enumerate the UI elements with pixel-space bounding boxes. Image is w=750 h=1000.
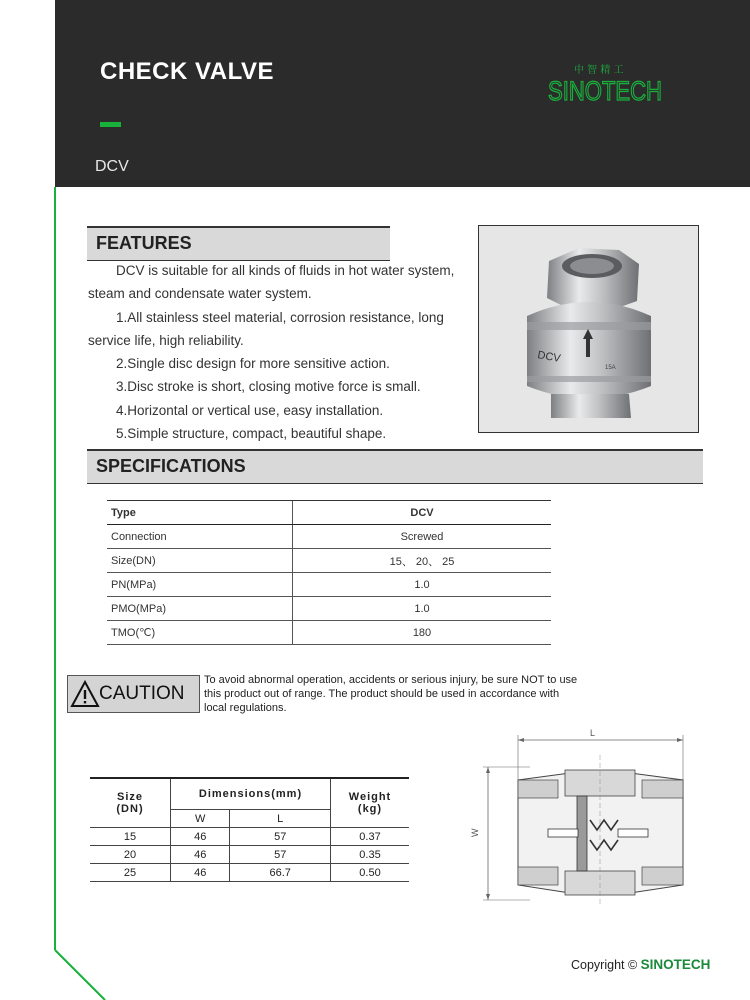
spec-row-size	[107, 549, 551, 573]
caution-text	[204, 673, 584, 715]
dim-row	[90, 846, 409, 864]
spec-value: Screwed	[293, 525, 552, 549]
copyright-brand: SINOTECH	[640, 957, 711, 972]
spec-label: Size(DN)	[107, 549, 293, 573]
features-heading-bar	[87, 226, 390, 261]
spec-value: 15、 20、 25	[293, 549, 552, 573]
features-text	[88, 259, 468, 445]
spec-row-type	[107, 501, 551, 525]
specifications-heading-bar	[87, 449, 703, 484]
dim-w: 46	[171, 864, 230, 882]
logo-text: SINOTECH	[548, 76, 662, 106]
feature-item-1b: service life, high reliability.	[88, 332, 244, 348]
dim-size: 20	[90, 846, 171, 864]
spec-label: PMO(MPa)	[107, 597, 293, 621]
spec-row-tmo	[107, 621, 551, 645]
caution-label: CAUTION	[99, 683, 185, 704]
dim-weight: 0.35	[331, 846, 410, 864]
size-header-unit: (DN)	[116, 803, 144, 815]
weight-header-unit: (kg)	[357, 803, 383, 815]
warning-icon	[70, 679, 100, 709]
spec-label: TMO(℃)	[107, 621, 293, 645]
spec-label: Type	[107, 501, 293, 525]
photo-body-label: DCV	[536, 349, 562, 365]
spec-value: 1.0	[293, 573, 552, 597]
size-header	[90, 778, 171, 828]
copyright-text: Copyright ©	[571, 958, 638, 972]
dim-size: 25	[90, 864, 171, 882]
dim-weight: 0.37	[331, 828, 410, 846]
title-accent	[100, 122, 121, 127]
dim-w: 46	[171, 846, 230, 864]
spec-label: PN(MPa)	[107, 573, 293, 597]
dimensions-table	[90, 777, 409, 882]
drawing-label-w: W	[470, 828, 480, 837]
spec-value: 1.0	[293, 597, 552, 621]
dimension-drawing	[470, 725, 710, 915]
dim-row	[90, 864, 409, 882]
model-name: DCV	[95, 158, 129, 175]
weight-header	[331, 778, 410, 828]
w-header: W	[171, 810, 230, 828]
dim-w: 46	[171, 828, 230, 846]
spec-label: Connection	[107, 525, 293, 549]
feature-item-5: 5.Simple structure, compact, beautiful shape.	[116, 426, 387, 442]
page-title: CHECK VALVE	[100, 58, 274, 85]
dim-l: 66.7	[230, 864, 331, 882]
caution-line-3: local regulations.	[204, 702, 287, 714]
specifications-heading: SPECIFICATIONS	[96, 456, 246, 476]
dim-size: 15	[90, 828, 171, 846]
dim-weight: 0.50	[331, 864, 410, 882]
dim-l: 57	[230, 828, 331, 846]
feature-item-2: 2.Single disc design for more sensitive action.	[116, 356, 390, 372]
features-intro-1: DCV is suitable for all kinds of fluids in hot water system,	[116, 263, 455, 278]
sinotech-logo	[546, 60, 666, 105]
spec-row-connection	[107, 525, 551, 549]
caution-badge	[67, 675, 200, 713]
product-photo	[478, 225, 699, 433]
dim-row	[90, 828, 409, 846]
dimensions-header: Dimensions(mm)	[171, 778, 331, 810]
size-header-label: Size	[116, 791, 143, 803]
l-header: L	[230, 810, 331, 828]
feature-item-1a: 1.All stainless steel material, corrosion resistance, long	[116, 309, 444, 325]
logo-cn: 中 智 精 工	[574, 65, 624, 76]
spec-value: DCV	[293, 501, 552, 525]
drawing-label-l: L	[590, 728, 596, 738]
feature-item-3: 3.Disc stroke is short, closing motive force is small.	[116, 379, 421, 395]
spec-row-pn	[107, 573, 551, 597]
spec-value: 180	[293, 621, 552, 645]
spec-row-pmo	[107, 597, 551, 621]
valve-illustration	[479, 226, 698, 432]
caution-line-1: To avoid abnormal operation, accidents or serious injury, be sure NOT to use	[204, 674, 578, 686]
feature-item-4: 4.Horizontal or vertical use, easy installation.	[116, 402, 384, 418]
features-heading: FEATURES	[96, 233, 192, 253]
weight-header-label: Weight	[348, 791, 392, 803]
photo-size-label: 15A	[605, 365, 616, 371]
caution-line-2: this product out of range. The product should be used in accordance with	[204, 688, 560, 700]
dim-l: 57	[230, 846, 331, 864]
copyright	[571, 957, 710, 972]
specifications-table	[107, 500, 551, 645]
features-intro-2: steam and condensate water system.	[88, 286, 312, 302]
